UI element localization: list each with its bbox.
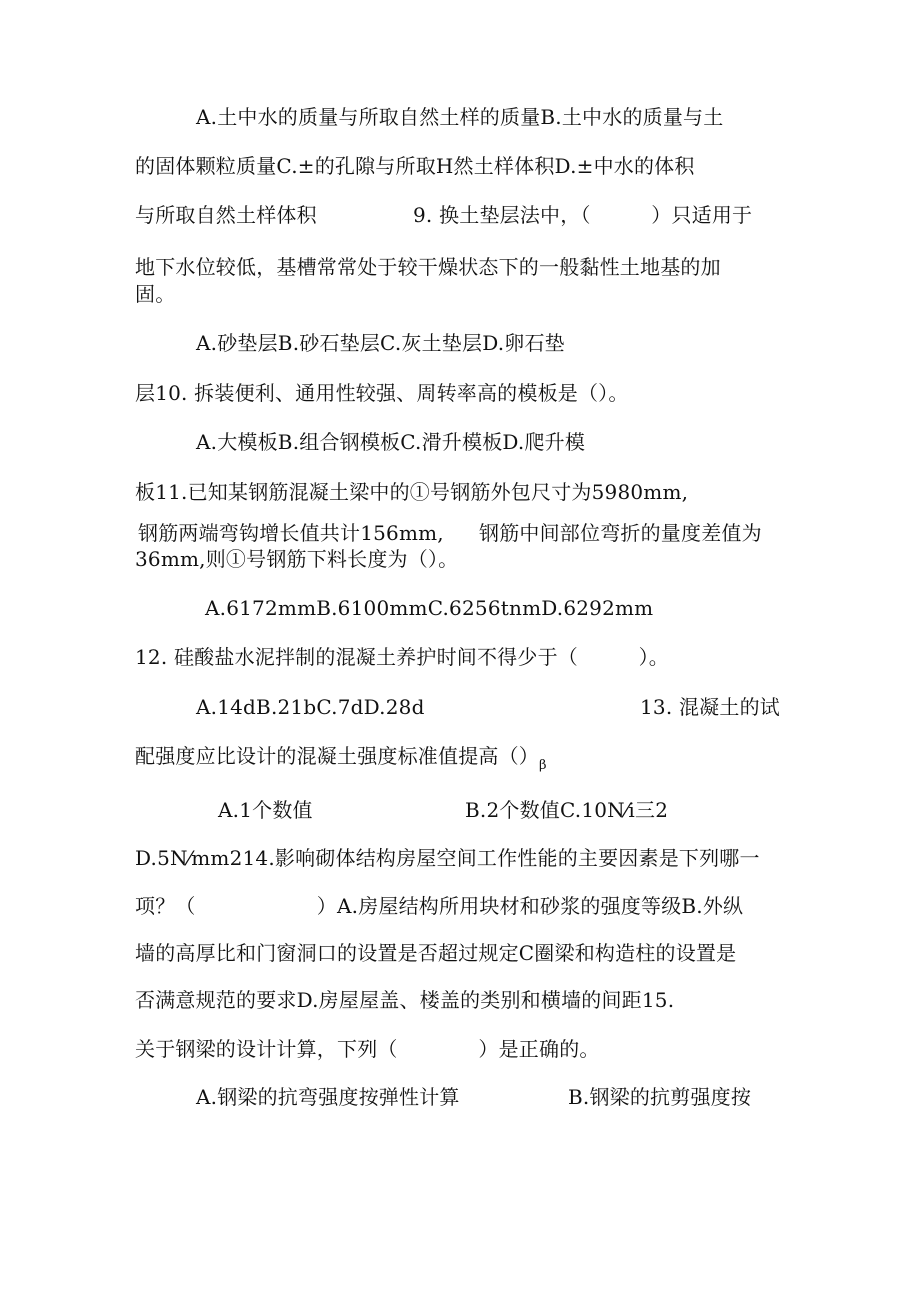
text-line: 地下水位较低，基槽常常处于较干燥状态下的一般黏性土地基的加 — [135, 255, 721, 279]
text-line: 钢筋中间部位弯折的量度差值为 — [479, 521, 762, 545]
text-line: B.钢梁的抗剪强度按 — [568, 1085, 752, 1109]
text-line: 钢筋两端弯钩增长值共计156mm, — [138, 521, 444, 545]
text-line: 项？（ ）A.房屋结构所用块材和砂浆的强度等级B.外纵 — [135, 894, 744, 918]
text-line: 墙的高厚比和门窗洞口的设置是否超过规定C圈梁和构造柱的设置是 — [135, 941, 737, 965]
text-line: 9. 换土垫层法中，（ ）只适用于 — [413, 203, 753, 227]
text-line: A.钢梁的抗弯强度按弹性计算 — [196, 1085, 460, 1109]
text-line: A.大模板B.组合钢模板C.滑升模板D.爬升模 — [196, 430, 586, 454]
subscript-symbol: β — [539, 758, 547, 773]
text-line: D.5N⁄mm214.影响砌体结构房屋空间工作性能的主要因素是下列哪一 — [135, 846, 760, 870]
text-line: 关于钢梁的设计计算，下列（ ）是正确的。 — [135, 1037, 600, 1061]
text-line: 与所取自然土样体积 — [135, 203, 317, 227]
text-line: 36mm,则①号钢筋下料长度为（）。 — [135, 547, 459, 571]
text-segment: 配强度应比设计的混凝土强度标准值提高（） — [135, 744, 539, 768]
text-line: 13. 混凝土的试 — [640, 695, 780, 719]
text-line: 板11.已知某钢筋混凝土梁中的①号钢筋外包尺寸为5980mm, — [135, 480, 689, 504]
text-line: 12. 硅酸盐水泥拌制的混凝土养护时间不得少于（ ）。 — [135, 645, 669, 669]
text-line: A.6172mmB.6100mmC.6256tnmD.6292mm — [205, 596, 654, 620]
text-line: 固。 — [135, 282, 176, 306]
text-line: 层10. 拆装便利、通用性较强、周转率高的模板是（）。 — [135, 381, 629, 405]
text-line: A.14dB.21bC.7dD.28d — [196, 695, 425, 719]
text-line: 否满意规范的要求D.房屋屋盖、楼盖的类别和横墙的间距15. — [135, 988, 675, 1012]
text-line — [135, 743, 547, 779]
text-line: A.砂垫层B.砂石垫层C.灰土垫层D.卵石垫 — [196, 331, 565, 355]
text-line: A.土中水的质量与所取自然土样的质量B.土中水的质量与土 — [196, 105, 724, 129]
text-line: 的固体颗粒质量C.±的孔隙与所取H然土样体积D.±中水的体积 — [135, 154, 695, 178]
text-line: B.2个数值C.10N⁄i三2 — [465, 798, 669, 822]
text-line: A.1个数值 — [218, 798, 313, 822]
